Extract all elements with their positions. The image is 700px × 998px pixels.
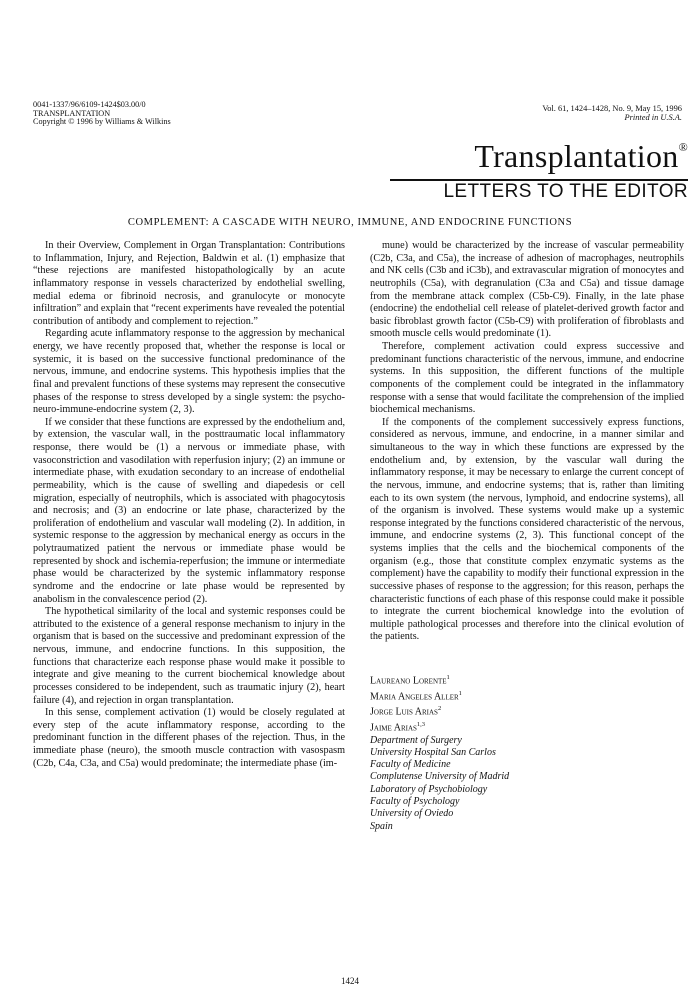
affiliation-line: University of Oviedo	[370, 808, 454, 820]
printed-line: Printed in U.S.A.	[624, 113, 682, 122]
article-title: COMPLEMENT: A CASCADE WITH NEURO, IMMUNE, AND ENDOCRINE FUNCTIONS	[127, 217, 573, 228]
author-name: Jaime Arias$^{1,3}$	[370, 720, 426, 734]
author-signature	[370, 672, 684, 833]
affiliation-line: Complutense University of Madrid	[370, 771, 510, 783]
paragraph: In their Overview, Complement in Organ Transplantation: Contributions to Inflammation, Injury, and Rejection, Baldwin et al. (1) emphasize that “these rejections are manifested histopathologically by an acute inflammatory response in vessels characterized by endothelial swelling, medial edema or fibrinoid necrosis, and granulocyte or monocyte infiltration” and explain that “recent experiments have revealed the potential contribution of antibody and complement to rejection.”	[33, 240, 345, 327]
section-title: LETTERS TO THE EDITOR	[443, 181, 688, 202]
author-name: Jorge Luis Arias$^2$	[370, 705, 442, 718]
page-number: 1424	[341, 976, 359, 986]
affiliation-line: University Hospital San Carlos	[370, 746, 496, 758]
journal-header-left	[33, 101, 171, 127]
paragraph: In this sense, complement activation (1) would be closely regulated at every step of the acute inflammatory response, according to the predominant function in the different phases of the rejection. Thus, in the immediate phase (neuro), the smooth muscle contraction with vasospasm (C2b, C4a, C3a, and C5a) would predominate; the intermediate phase (im-	[33, 707, 345, 769]
volume-line: Vol. 61, 1424–1428, No. 9, May 15, 1996	[542, 104, 682, 113]
copyright-line: Copyright © 1996 by Williams & Wilkins	[33, 117, 171, 126]
affiliation-line: Spain	[370, 820, 393, 832]
issn-line: 0041-1337/96/6109-1424$03.00/0	[33, 100, 146, 109]
paragraph: If we consider that these functions are expressed by the endothelium and, by extension, the vascular wall, in the posttraumatic local inflammatory response, there would be (1) a nervous or immediate phase, with vasoconstriction and vasodilation with reperfusion injury; (2) an immune or intermediate phase, with exudation secondary to an increase of endothelial permeability, which is the cause of swelling and diapedesis or cell migration, especially of neutrophils, which is associated with phagocytosis and necrosis; and (3) an endocrine or late phase, characterized by the proliferation of endothelium and vascular wall modeling (2). In addition, in systemic response to the aggression by mechanical energy as occurs in the polytraumatized patient the nervous or immediate phase would be represented by shock and ischemia-reperfusion; the immune or intermediate phase would be characterized by the systemic inflammatory response syndrome and the endocrine or late phase would be represented by anabolism in the convalescence period (2).	[33, 416, 345, 605]
paragraph: mune) would be characterized by the increase of vascular permeability (C2b, C3a, and C5a), the increase of adhesion of macrophages, neutrophils and NK cells (C3b and iC3b), and extravascular migration of monocytes and neutrophils (C5a), with degranulation (C3a and C5a) and tissue damage from the membrane attack complex (C5b-C9). Finally, in the late phase (endocrine) the endothelial cell release of platelet-derived growth factor and basic fibroblast growth factor (C5b-C9) with proliferation of fibroblasts and smooth muscle cells would predominate (1).	[370, 240, 684, 340]
affiliation-line: Faculty of Medicine	[370, 759, 451, 771]
journal-name-line: TRANSPLANTATION	[33, 108, 111, 118]
journal-header-right	[542, 104, 682, 122]
journal-title	[474, 138, 688, 175]
paragraph: Regarding acute inflammatory response to the aggression by mechanical energy, we have recently proposed that, whether the response is local or systemic, it is based on the successive functional predominance of the nervous, immune, and endocrine systems. This hypothesis implies that the final and prevalent functions of these systems may represent the consecutive phases of the response to stress developed by a single system: the psycho-neuro-immune-endocrine system (2, 3).	[33, 328, 345, 416]
paragraph: The hypothetical similarity of the local and systemic responses could be attributed to the existence of a general response mechanism to injury in the organism that is based on the successive and predominant expression of the nervous, immune, and endocrine functions. In this supposition, the functions that characterize each response phase would make it possible to integrate and give meaning to the current biochemical knowledge about processes considered to be independent, such as traumatic injury (2), heart failure (4), and rejection in organ transplantation.	[33, 606, 345, 706]
right-column	[370, 240, 684, 833]
affiliation-line: Department of Surgery	[370, 734, 462, 746]
author-name: Maria Angeles Aller$^1$	[370, 689, 462, 702]
registered-mark: ®	[678, 140, 688, 154]
paragraph: Therefore, complement activation could express successive and predominant functions characteristic of the nervous, immune, and endocrine systems. In this supposition, the different functions of the multiple components of the complement could be integrated in the inflammatory response with a sense that would facilitate the comprehension of the implied biochemical mechanisms.	[370, 341, 684, 416]
affiliation-line: Faculty of Psychology	[370, 795, 460, 807]
author-name: Laureano Lorente$^1$	[370, 674, 450, 687]
affiliation-line: Laboratory of Psychobiology	[370, 783, 488, 795]
journal-title-text: Transplantation	[474, 138, 679, 174]
paragraph: If the components of the complement successively express functions, considered as nervous, immune, and endocrine, in a manner similar and simultaneous to the way in which these functions are expressed by the endothelium and, by extension, by the vascular wall during the inflammatory response, it may be necessary to enlarge the current concept of the nervous, immune, and endocrine systems; that is, rather than limiting each to its own system (the nervous, lymphoid, and endocrine systems), all of the organism is involved. These systems would make up a systemic response integrated by the functions considered characteristic of the nervous, immune, and endocrine systems (2, 3). This functional concept of the systems implies that the cells and the biochemical components of the organism (e.g., those that constitute complex enzymatic systems as the complement) have the capability to modify their functional expression in the successive phases of response to the aggression; for this reason, perhaps the characteristic functions of each phase of this response could make it possible to integrate the current biochemical knowledge into the evolution of multiple pathological processes and therefore into the clinical evolution of the patients.	[370, 416, 685, 643]
left-column	[33, 240, 345, 770]
